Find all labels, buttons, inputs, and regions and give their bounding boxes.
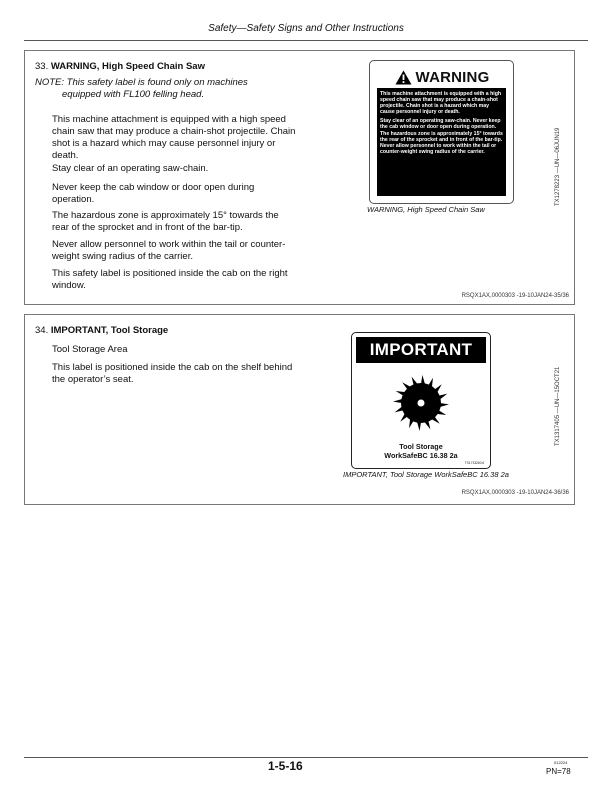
section-34-number: 34. [35, 325, 49, 336]
warning-header [388, 68, 496, 86]
section-34-box [24, 314, 575, 505]
warning-label-text-1: This machine attachment is equipped with a high speed chain saw that may produce a chain-shot projectile. Chain shot is a hazard which may cause personnel injury or death. [380, 91, 502, 116]
section-33-heading [35, 61, 205, 72]
warning-triangle-icon [395, 70, 412, 85]
note-line-1: NOTE: This safety label is found only on machines [35, 77, 248, 88]
saw-blade-icon [391, 373, 451, 433]
section-33-paragraph-6: This safety label is positioned inside the cab on the right window. [52, 268, 288, 291]
footer-date-code: 012224 [554, 760, 568, 765]
section-33-number: 33. [35, 61, 49, 72]
section-33-title: WARNING, High Speed Chain Saw [50, 61, 205, 72]
label-line-tool-storage: Tool Storage [399, 442, 443, 451]
warning-label-body [377, 88, 506, 196]
section-34-paragraph-2: This label is positioned inside the cab on the shelf behind the operator’s seat. [52, 362, 293, 385]
section-34-reference: RSQX1AX,0000303 -19-10JAN24-36/36 [461, 490, 569, 496]
section-34-title: IMPORTANT, Tool Storage [50, 325, 169, 336]
section-33-note [35, 77, 248, 101]
label-part-code: TX1713240.6 [464, 461, 484, 465]
header-rule [24, 40, 588, 41]
label-line-worksafebc: WorkSafeBC 16.38 2a [384, 451, 458, 460]
warning-header-text: WARNING [415, 68, 490, 86]
note-line-2: equipped with FL100 felling head. [62, 89, 205, 100]
warning-safety-label [369, 60, 514, 204]
section-34-heading [35, 325, 168, 336]
important-header: IMPORTANT [356, 337, 486, 363]
section-34-paragraph-1: Tool Storage Area [52, 344, 128, 355]
running-header: Safety—Safety Signs and Other Instructions [208, 23, 404, 34]
section-33-caption: WARNING, High Speed Chain Saw [367, 205, 485, 214]
section-34-image-code: TX1317405 —UN—15OCT21 [555, 366, 561, 446]
page-number: 1-5-16 [268, 759, 303, 773]
section-33-paragraph-5: Never allow personnel to work within the tail or counter-weight swing radius of the carrier. [52, 239, 286, 262]
section-34-caption: IMPORTANT, Tool Storage WorkSafeBC 16.38 2a [343, 470, 509, 479]
section-33-box [24, 50, 575, 305]
important-safety-label [351, 332, 491, 469]
section-33-image-code: TX1278223 —UN—06JUN19 [555, 127, 561, 206]
footer-pn: PN=78 [546, 767, 571, 776]
warning-label-text-2: Stay clear of an operating saw-chain. Never keep the cab window or door open during operation. The hazardous zone is approximately 15° towards the rear of the sprocket and in front of the bar-tip. Never allow personnel to work within the tail or counter-weight swing radius of the carrier. [380, 118, 503, 155]
section-33-paragraph-1: This machine attachment is equipped with a high speed chain saw that may produce a chain-shot projectile. Chain shot is a hazard which may cause personnel injury or death. [52, 114, 296, 161]
section-33-paragraph-4: The hazardous zone is approximately 15° towards the rear of the sprocket and in front of the bar-tip. [52, 210, 279, 233]
section-33-paragraph-2: Stay clear of an operating saw-chain. [52, 163, 209, 174]
section-33-reference: RSQX1AX,0000303 -19-10JAN24-35/36 [461, 293, 569, 299]
section-33-paragraph-3: Never keep the cab window or door open during operation. [52, 182, 255, 205]
footer-rule [24, 757, 588, 758]
